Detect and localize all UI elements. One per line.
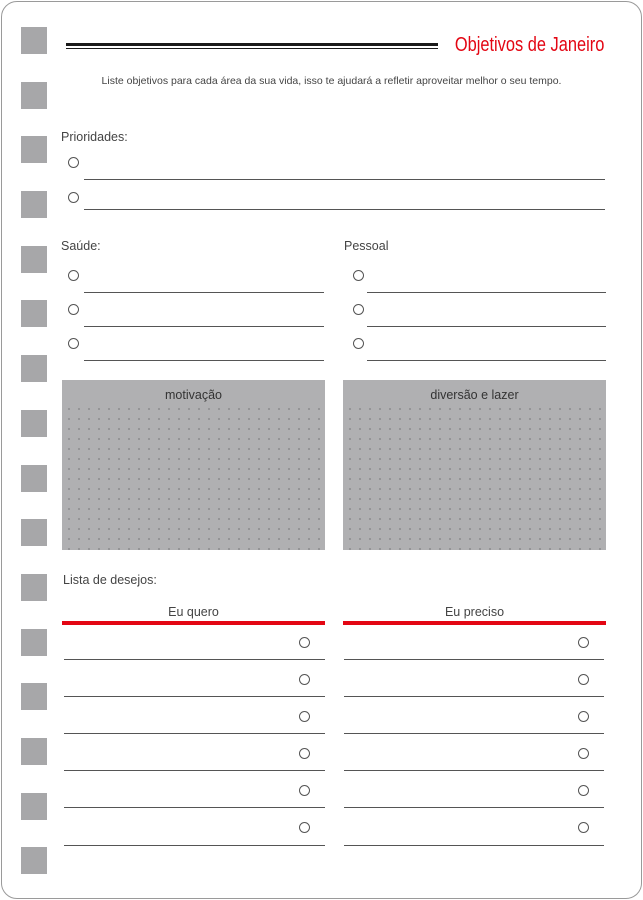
quero-checkbox[interactable] xyxy=(299,785,310,796)
preciso-line[interactable] xyxy=(344,807,604,808)
page-title: Objetivos de Janeiro xyxy=(454,34,604,56)
saude-checkbox[interactable] xyxy=(68,304,79,315)
preciso-checkbox[interactable] xyxy=(578,822,589,833)
saude-line[interactable] xyxy=(84,326,324,327)
header-rule-thin xyxy=(66,48,438,49)
binder-square xyxy=(21,574,47,601)
preciso-checkbox[interactable] xyxy=(578,637,589,648)
quero-line[interactable] xyxy=(64,696,325,697)
quero-checkbox[interactable] xyxy=(299,637,310,648)
intro-text: Liste objetivos para cada área da sua vida, isso te ajudará a refletir aproveitar melhor o seu tempo. xyxy=(101,75,562,87)
diversao-box[interactable] xyxy=(343,380,606,550)
prioridade-checkbox[interactable] xyxy=(68,192,79,203)
binder-squares xyxy=(21,27,47,900)
binder-square xyxy=(21,465,47,492)
pessoal-line[interactable] xyxy=(367,360,606,361)
prioridades-label: Prioridades: xyxy=(61,130,128,144)
binder-square xyxy=(21,136,47,163)
binder-square xyxy=(21,519,47,546)
saude-line[interactable] xyxy=(84,292,324,293)
prioridade-line[interactable] xyxy=(84,179,605,180)
quero-line[interactable] xyxy=(64,733,325,734)
prioridade-line[interactable] xyxy=(84,209,605,210)
pessoal-checkbox[interactable] xyxy=(353,270,364,281)
preciso-line[interactable] xyxy=(344,845,604,846)
pessoal-line[interactable] xyxy=(367,292,606,293)
preciso-line[interactable] xyxy=(344,696,604,697)
quero-line[interactable] xyxy=(64,807,325,808)
pessoal-checkbox[interactable] xyxy=(353,304,364,315)
prioridade-checkbox[interactable] xyxy=(68,157,79,168)
quero-checkbox[interactable] xyxy=(299,822,310,833)
preciso-line[interactable] xyxy=(344,659,604,660)
desejos-label: Lista de desejos: xyxy=(63,573,157,587)
header-rule xyxy=(66,43,438,46)
preciso-line[interactable] xyxy=(344,770,604,771)
binder-square xyxy=(21,355,47,382)
quero-line[interactable] xyxy=(64,770,325,771)
saude-checkbox[interactable] xyxy=(68,270,79,281)
quero-checkbox[interactable] xyxy=(299,674,310,685)
quero-checkbox[interactable] xyxy=(299,711,310,722)
binder-square xyxy=(21,738,47,765)
diversao-title: diversão e lazer xyxy=(343,380,606,406)
binder-square xyxy=(21,410,47,437)
pessoal-checkbox[interactable] xyxy=(353,338,364,349)
binder-square xyxy=(21,27,47,54)
pessoal-label: Pessoal xyxy=(344,239,389,253)
binder-square xyxy=(21,191,47,218)
binder-square xyxy=(21,847,47,874)
quero-checkbox[interactable] xyxy=(299,748,310,759)
quero-line[interactable] xyxy=(64,845,325,846)
binder-square xyxy=(21,300,47,327)
preciso-line[interactable] xyxy=(344,733,604,734)
saude-line[interactable] xyxy=(84,360,324,361)
binder-square xyxy=(21,683,47,710)
preciso-checkbox[interactable] xyxy=(578,711,589,722)
preciso-checkbox[interactable] xyxy=(578,674,589,685)
binder-square xyxy=(21,629,47,656)
motivacao-title: motivação xyxy=(62,380,325,406)
pessoal-line[interactable] xyxy=(367,326,606,327)
saude-label: Saúde: xyxy=(61,239,101,253)
preciso-checkbox[interactable] xyxy=(578,785,589,796)
saude-checkbox[interactable] xyxy=(68,338,79,349)
quero-line[interactable] xyxy=(64,659,325,660)
binder-square xyxy=(21,246,47,273)
motivacao-box[interactable] xyxy=(62,380,325,550)
preciso-checkbox[interactable] xyxy=(578,748,589,759)
binder-square xyxy=(21,793,47,820)
eu-quero-bar xyxy=(62,621,325,625)
eu-quero-title: Eu quero xyxy=(168,605,219,619)
eu-preciso-title: Eu preciso xyxy=(444,605,505,619)
eu-preciso-bar xyxy=(343,621,606,625)
